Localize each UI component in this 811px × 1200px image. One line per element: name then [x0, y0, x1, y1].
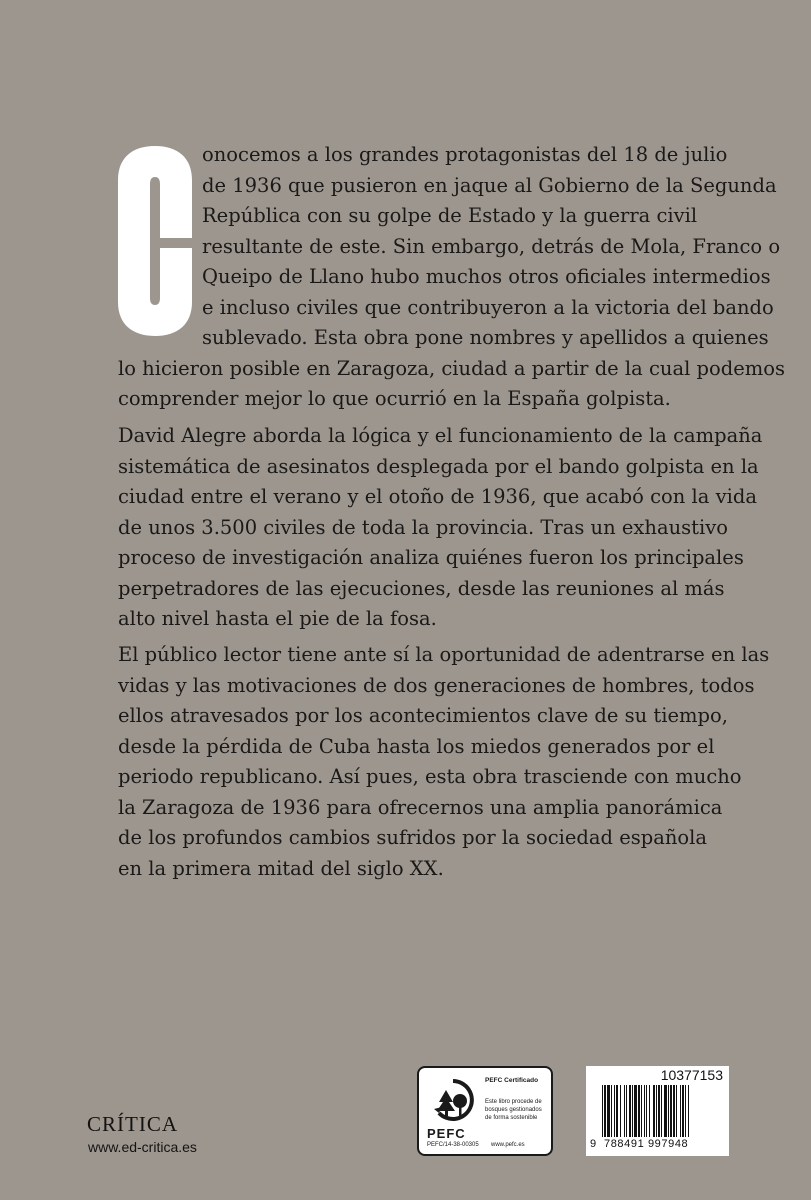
text-line: de los profundos cambios sufridos por la sociedad española — [118, 826, 708, 849]
text-line: de unos 3.500 civiles de toda la provincia. Tras un exhaustivo — [118, 515, 728, 539]
isbn-first-digit: 9 — [590, 1138, 597, 1150]
text-line: ellos atravesados por los acontecimientos clave de su tiempo, — [118, 704, 728, 727]
pefc-tree-icon — [431, 1078, 475, 1122]
publisher-url[interactable]: www.ed-critica.es — [88, 1139, 197, 1155]
text-line: e incluso civiles que contribuyeron a la victoria del bando — [202, 295, 774, 319]
text-line: desde la pérdida de Cuba hasta los miedos generados por el — [118, 734, 715, 758]
barcode-code: 10377153 — [660, 1067, 723, 1083]
pefc-certification-badge — [417, 1066, 553, 1156]
text-line: de 1936 que pusieron en jaque al Gobierno de la Segunda — [202, 173, 777, 197]
paragraph-author — [118, 421, 763, 635]
text-line: en la primera mitad del siglo XX. — [118, 856, 444, 880]
text-line: República con su golpe de Estado y la guerra civil — [202, 204, 698, 227]
barcode-bars — [602, 1085, 724, 1137]
text-line: resultante de este. Sin embargo, detrás de Mola, Franco o — [202, 234, 781, 258]
isbn-barcode — [586, 1066, 729, 1156]
isbn-digits: 788491 997948 — [604, 1138, 689, 1150]
text-line: Queipo de Llano hubo muchos otros oficiales intermedios — [202, 265, 771, 288]
text-line: David Alegre aborda la lógica y el funcionamiento de la campaña — [118, 424, 763, 447]
text-line: onocemos a los grandes protagonistas del 18 de julio — [202, 143, 728, 166]
pefc-url: www.pefc.es — [491, 1142, 525, 1148]
text-line: lo hicieron posible en Zaragoza, ciudad a partir de la cual podemos — [118, 356, 786, 380]
text-line: proceso de investigación analiza quiénes fueron los principales — [118, 546, 744, 569]
text-line: sublevado. Esta obra pone nombres y apellidos a quienes — [202, 326, 769, 349]
paragraph-reader — [118, 640, 770, 884]
text-line: comprender mejor lo que ocurrió en la España golpista. — [118, 387, 671, 410]
text-line: ciudad entre el verano y el otoño de 1936, que acabó con la vida — [118, 485, 757, 508]
publisher-name: CRÍTICA — [87, 1112, 178, 1136]
pefc-mark: PEFC — [427, 1126, 466, 1141]
text-line: alto nivel hasta el pie de la fosa. — [118, 607, 437, 630]
text-line: periodo republicano. Así pues, esta obra trasciende con mucho — [118, 765, 742, 788]
text-line: perpetradores de las ejecuciones, desde las reuniones al más — [118, 576, 725, 600]
paragraph-intro — [118, 140, 786, 415]
pefc-title: PEFC Certificado — [485, 1077, 539, 1084]
text-line: vidas y las motivaciones de dos generaciones de hombres, todos — [118, 673, 755, 697]
text-line: la Zaragoza de 1936 para ofrecernos una amplia panorámica — [118, 795, 723, 819]
pefc-code: PEFC/14-38-00305 — [427, 1142, 479, 1148]
pefc-description: Este libro procede de bosques gestionados de forma sostenible — [485, 1099, 542, 1121]
text-line: El público lector tiene ante sí la oportunidad de adentrarse en las — [118, 643, 770, 666]
text-line: sistemática de asesinatos desplegada por el bando golpista en la — [118, 454, 759, 478]
